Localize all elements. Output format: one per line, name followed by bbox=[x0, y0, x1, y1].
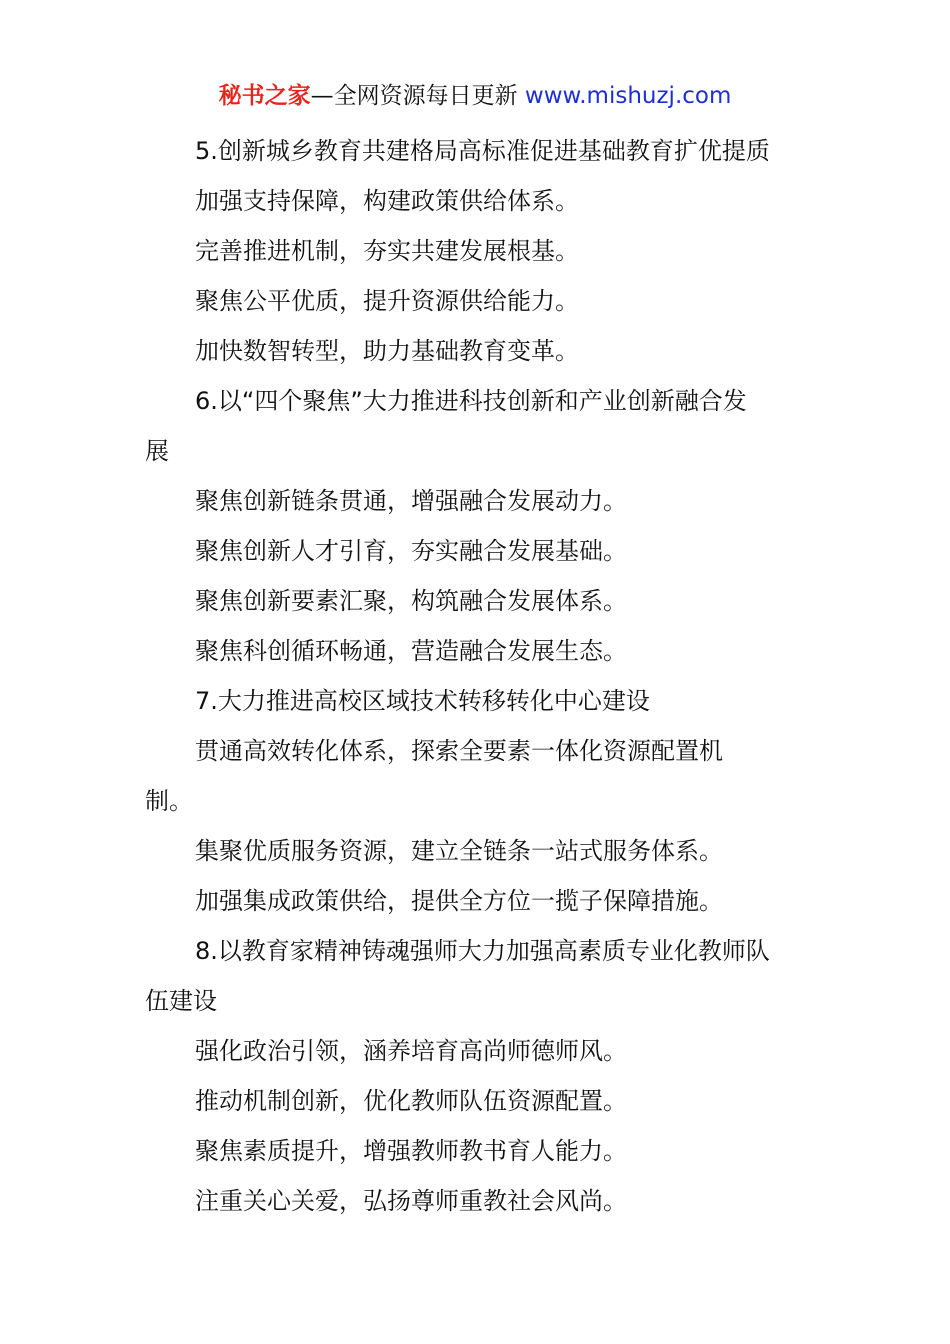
paragraph: 加快数智转型，助力基础教育变革。 bbox=[195, 337, 579, 365]
section-heading-7: 7.大力推进高校区域技术转移转化中心建设 bbox=[195, 687, 650, 715]
paragraph: 聚焦科创循环畅通，营造融合发展生态。 bbox=[195, 637, 627, 665]
document-body bbox=[145, 126, 813, 1226]
section-heading-5: 5.创新城乡教育共建格局高标准促进基础教育扩优提质 bbox=[195, 137, 770, 165]
section-heading-6-continuation: 展 bbox=[145, 437, 169, 465]
paragraph: 完善推进机制，夯实共建发展根基。 bbox=[195, 237, 579, 265]
paragraph: 聚焦素质提升，增强教师教书育人能力。 bbox=[195, 1137, 627, 1165]
paragraph: 推动机制创新，优化教师队伍资源配置。 bbox=[195, 1087, 627, 1115]
header-tagline: —全网资源每日更新 bbox=[310, 83, 525, 109]
paragraph: 集聚优质服务资源，建立全链条一站式服务体系。 bbox=[195, 837, 723, 865]
section-heading-6: 6.以“四个聚焦”大力推进科技创新和产业创新融合发 bbox=[195, 387, 747, 415]
paragraph: 强化政治引领，涵养培育高尚师德师风。 bbox=[195, 1037, 627, 1065]
paragraph-continuation: 制。 bbox=[145, 787, 193, 815]
paragraph: 聚焦创新要素汇聚，构筑融合发展体系。 bbox=[195, 587, 627, 615]
paragraph: 注重关心关爱，弘扬尊师重教社会风尚。 bbox=[195, 1187, 627, 1215]
paragraph: 聚焦公平优质，提升资源供给能力。 bbox=[195, 287, 579, 315]
paragraph: 贯通高效转化体系，探索全要素一体化资源配置机 bbox=[195, 737, 723, 765]
brand-name: 秘书之家 bbox=[218, 83, 311, 109]
site-header bbox=[0, 80, 950, 112]
section-heading-8-continuation: 伍建设 bbox=[145, 987, 217, 1015]
section-heading-8: 8.以教育家精神铸魂强师大力加强高素质专业化教师队 bbox=[195, 937, 770, 965]
paragraph: 加强集成政策供给，提供全方位一揽子保障措施。 bbox=[195, 887, 723, 915]
paragraph: 聚焦创新链条贯通，增强融合发展动力。 bbox=[195, 487, 627, 515]
paragraph: 加强支持保障，构建政策供给体系。 bbox=[195, 187, 579, 215]
paragraph: 聚焦创新人才引育，夯实融合发展基础。 bbox=[195, 537, 627, 565]
site-url-link[interactable]: www.mishuzj.com bbox=[524, 83, 732, 109]
